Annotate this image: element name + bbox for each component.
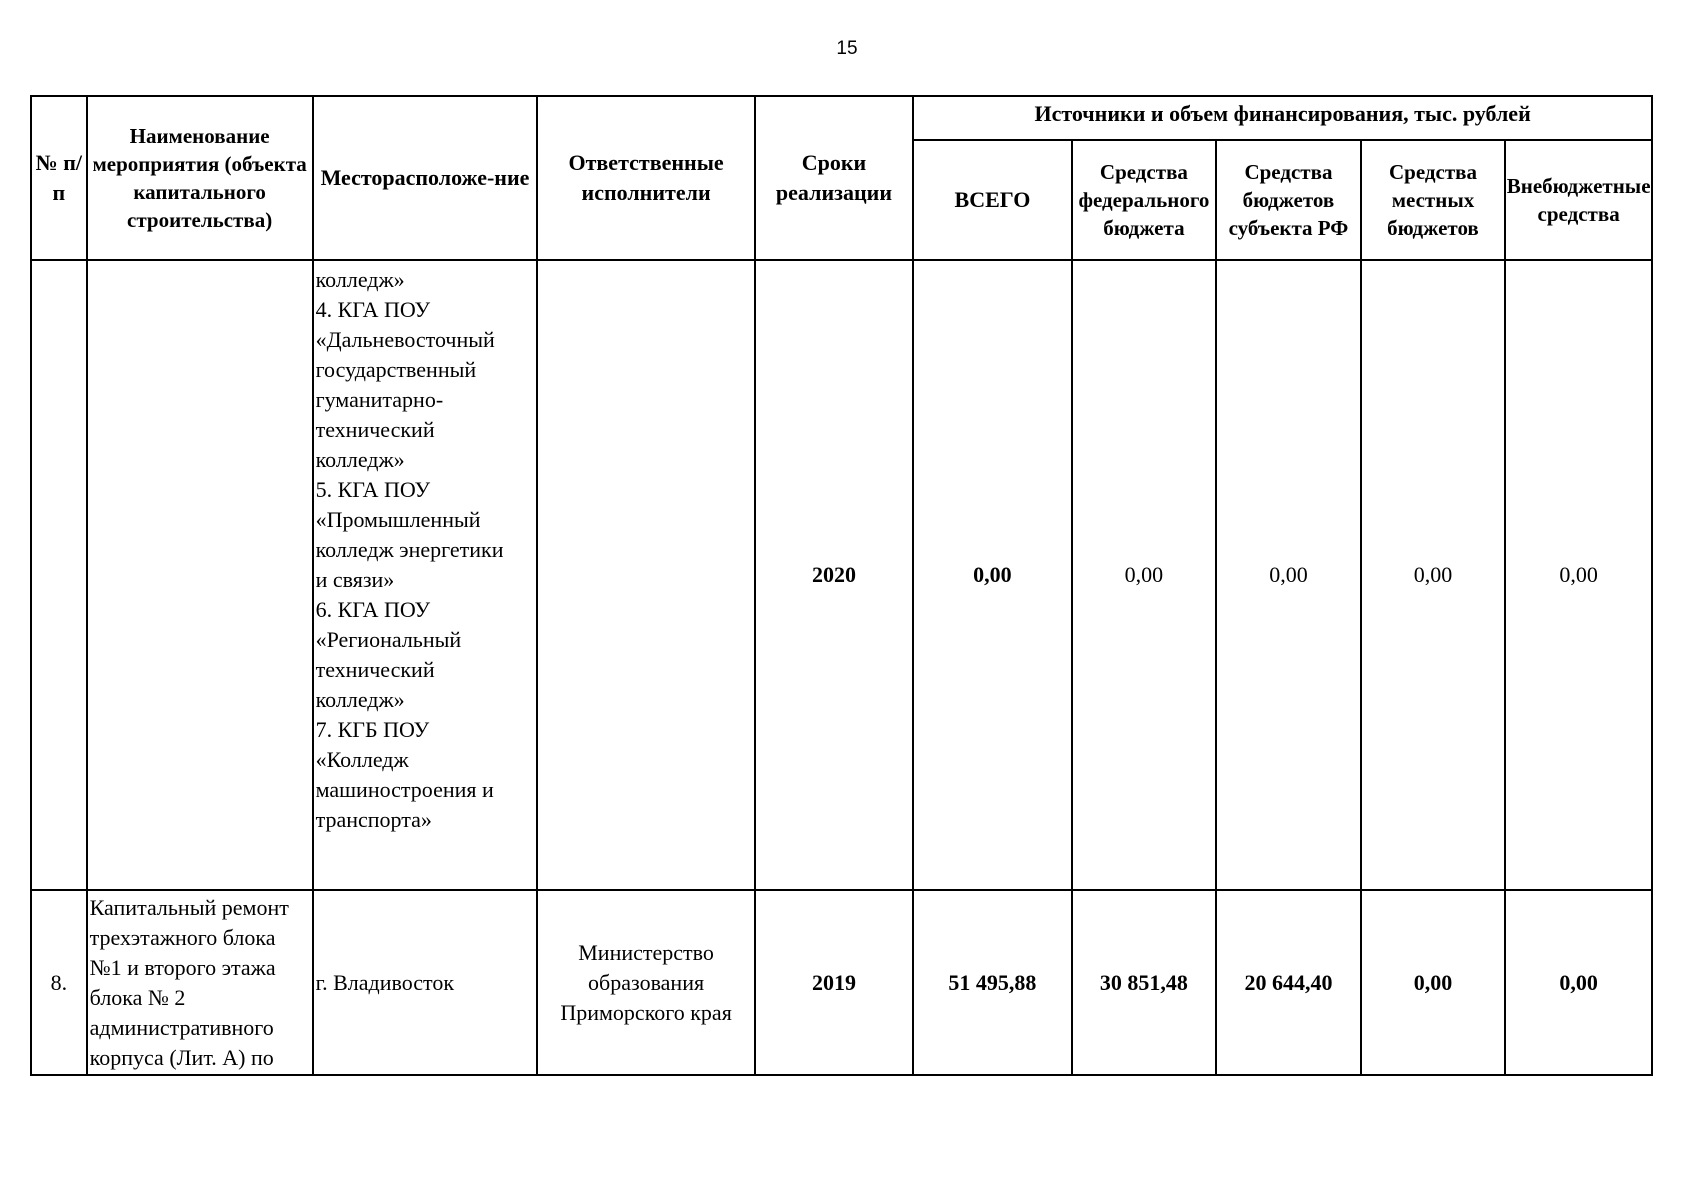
cell-extra: 0,00: [1505, 260, 1652, 890]
location-line: колледж»: [315, 687, 405, 712]
cell-period: 2020: [755, 260, 913, 890]
location-line: технический: [315, 657, 435, 682]
cell-local: 0,00: [1361, 260, 1506, 890]
cell-regional: 0,00: [1216, 260, 1361, 890]
header-local: Средства местных бюджетов: [1361, 140, 1506, 260]
table-row-8: [31, 890, 1652, 1075]
location-line: государственный: [315, 357, 477, 382]
location-line: колледж энергетики: [315, 537, 504, 562]
header-num: № п/п: [31, 96, 87, 260]
location-line: «Дальневосточный: [315, 327, 495, 352]
cell-regional: 20 644,40: [1216, 890, 1361, 1075]
location-line: транспорта»: [315, 807, 432, 832]
location-line: колледж»: [315, 267, 405, 292]
header-extra: Внебюджетные средства: [1505, 140, 1652, 260]
header-federal: Средства федерального бюджета: [1072, 140, 1217, 260]
cell-location: г. Владивосток: [313, 890, 538, 1075]
cell-name: [87, 260, 313, 890]
location-line: и связи»: [315, 567, 395, 592]
location-list: [316, 261, 537, 835]
header-name: Наименование мероприятия (объекта капитального строительства): [87, 96, 313, 260]
cell-federal: 0,00: [1072, 260, 1217, 890]
table-row-continued: [31, 260, 1652, 890]
cell-location-list: [313, 260, 538, 890]
cell-name: Капитальный ремонт трехэтажного блока №1 и второго этажа блока № 2 административного корпуса (Лит. А) по: [87, 890, 313, 1075]
cell-extra: 0,00: [1505, 890, 1652, 1075]
location-line: 5. КГА ПОУ: [315, 477, 431, 502]
header-financing-group: Источники и объем финансирования, тыс. рублей: [913, 96, 1652, 140]
header-row-top: [31, 96, 1652, 140]
header-location: Месторасположе-ние: [313, 96, 538, 260]
location-line: 7. КГБ ПОУ: [315, 717, 430, 742]
cell-total: 51 495,88: [913, 890, 1071, 1075]
cell-federal: 30 851,48: [1072, 890, 1217, 1075]
location-line: гуманитарно-: [315, 387, 444, 412]
cell-responsible: Министерство образования Приморского края: [537, 890, 754, 1075]
cell-period: 2019: [755, 890, 913, 1075]
financing-table: [30, 95, 1653, 1076]
cell-num: [31, 260, 87, 890]
cell-num: 8.: [31, 890, 87, 1075]
location-line: «Колледж: [315, 747, 409, 772]
location-line: «Региональный: [315, 627, 462, 652]
header-regional: Средства бюджетов субъекта РФ: [1216, 140, 1361, 260]
cell-responsible: [537, 260, 754, 890]
header-period: Сроки реализации: [755, 96, 913, 260]
header-total: ВСЕГО: [913, 140, 1071, 260]
location-line: 4. КГА ПОУ: [315, 297, 431, 322]
header-responsible: Ответственные исполнители: [537, 96, 754, 260]
page-number: 15: [836, 38, 858, 59]
cell-local: 0,00: [1361, 890, 1506, 1075]
location-line: 6. КГА ПОУ: [315, 597, 431, 622]
cell-total: 0,00: [913, 260, 1071, 890]
location-line: машиностроения и: [315, 777, 494, 802]
location-line: технический: [315, 417, 435, 442]
location-line: колледж»: [315, 447, 405, 472]
location-line: «Промышленный: [315, 507, 481, 532]
